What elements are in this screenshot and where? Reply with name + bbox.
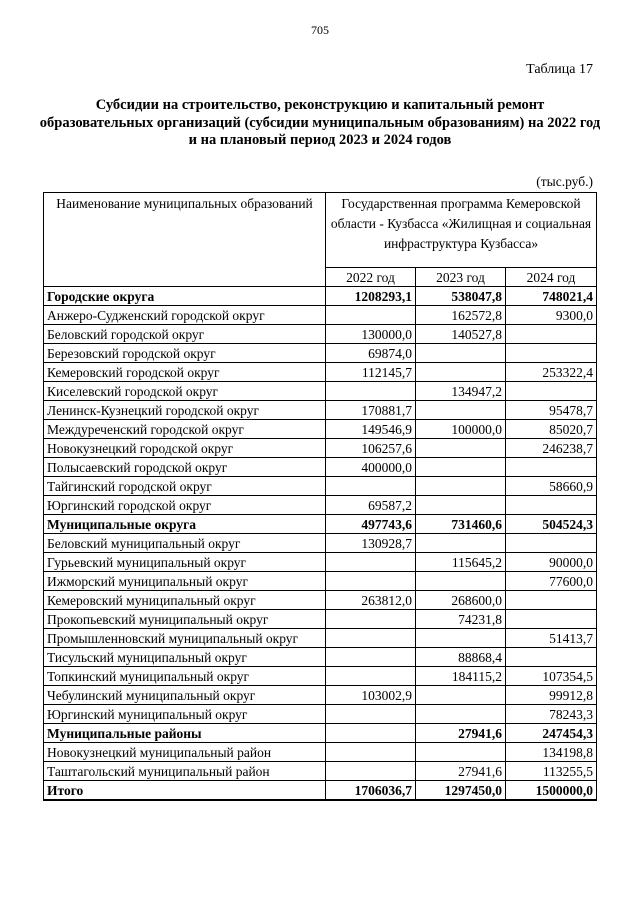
- table-row: [44, 344, 597, 363]
- value-2022-cell: 149546,9: [326, 420, 416, 439]
- header-program: Государственная программа Кемеровской области - Кузбасса «Жилищная и социальная инфраструктура Кузбасса»: [326, 193, 597, 268]
- table-label: Таблица 17: [526, 62, 593, 77]
- row-name-cell: Муниципальные районы: [44, 724, 326, 743]
- value-2023-cell: [416, 477, 506, 496]
- value-2023-cell: [416, 705, 506, 724]
- value-2022-cell: 263812,0: [326, 591, 416, 610]
- value-2024-cell: [506, 591, 597, 610]
- table-row: [44, 667, 597, 686]
- title-line-2: образовательных организаций (субсидии муниципальным образованиям) на 2022 год: [39, 114, 601, 131]
- table-row: [44, 420, 597, 439]
- table-row: [44, 382, 597, 401]
- table-row: [44, 401, 597, 420]
- row-name-cell: Итого: [44, 781, 326, 801]
- row-name-cell: Кемеровский муниципальный округ: [44, 591, 326, 610]
- value-2023-cell: 100000,0: [416, 420, 506, 439]
- value-2024-cell: 113255,5: [506, 762, 597, 781]
- row-name-cell: Тисульский муниципальный округ: [44, 648, 326, 667]
- table-row: [44, 496, 597, 515]
- row-name-cell: Киселевский городской округ: [44, 382, 326, 401]
- row-name-cell: Беловский муниципальный округ: [44, 534, 326, 553]
- value-2024-cell: 107354,5: [506, 667, 597, 686]
- value-2023-cell: [416, 534, 506, 553]
- table-row: [44, 686, 597, 705]
- value-2023-cell: 115645,2: [416, 553, 506, 572]
- header-year-2023: 2023 год: [416, 268, 506, 287]
- row-name-cell: Прокопьевский муниципальный округ: [44, 610, 326, 629]
- table-row: [44, 591, 597, 610]
- table-row: [44, 287, 597, 306]
- value-2023-cell: 538047,8: [416, 287, 506, 306]
- table-row: [44, 762, 597, 781]
- table-row: [44, 610, 597, 629]
- value-2022-cell: [326, 743, 416, 762]
- row-name-cell: Промышленновский муниципальный округ: [44, 629, 326, 648]
- value-2024-cell: [506, 534, 597, 553]
- value-2024-cell: [506, 610, 597, 629]
- page-number: 705: [311, 23, 329, 37]
- row-name-cell: Тайгинский городской округ: [44, 477, 326, 496]
- value-2023-cell: 27941,6: [416, 724, 506, 743]
- value-2022-cell: [326, 648, 416, 667]
- value-2024-cell: 99912,8: [506, 686, 597, 705]
- header-year-2024: 2024 год: [506, 268, 597, 287]
- table-row: [44, 743, 597, 762]
- value-2022-cell: [326, 667, 416, 686]
- value-2023-cell: 134947,2: [416, 382, 506, 401]
- row-name-cell: Муниципальные округа: [44, 515, 326, 534]
- value-2022-cell: [326, 762, 416, 781]
- table-row: [44, 629, 597, 648]
- table-title: [0, 97, 640, 150]
- value-2024-cell: 51413,7: [506, 629, 597, 648]
- row-name-cell: Березовский городской округ: [44, 344, 326, 363]
- row-name-cell: Междуреченский городской округ: [44, 420, 326, 439]
- title-line-3: и на плановый период 2023 и 2024 годов: [188, 132, 452, 148]
- row-name-cell: Юргинский городской округ: [44, 496, 326, 515]
- value-2022-cell: [326, 610, 416, 629]
- title-line-1: Субсидии на строительство, реконструкцию и капитальный ремонт: [95, 97, 545, 113]
- row-name-cell: Полысаевский городской округ: [44, 458, 326, 477]
- row-name-cell: Таштагольский муниципальный район: [44, 762, 326, 781]
- value-2022-cell: [326, 724, 416, 743]
- value-2022-cell: 170881,7: [326, 401, 416, 420]
- table-row: [44, 515, 597, 534]
- header-name: Наименование муниципальных образований: [44, 193, 326, 287]
- value-2023-cell: 74231,8: [416, 610, 506, 629]
- value-2023-cell: 184115,2: [416, 667, 506, 686]
- value-2024-cell: 504524,3: [506, 515, 597, 534]
- value-2024-cell: 748021,4: [506, 287, 597, 306]
- value-2022-cell: 130000,0: [326, 325, 416, 344]
- table-row: [44, 724, 597, 743]
- value-2024-cell: 247454,3: [506, 724, 597, 743]
- row-name-cell: Ленинск-Кузнецкий городской округ: [44, 401, 326, 420]
- value-2024-cell: 253322,4: [506, 363, 597, 382]
- value-2022-cell: [326, 382, 416, 401]
- value-2024-cell: 246238,7: [506, 439, 597, 458]
- row-name-cell: Городские округа: [44, 287, 326, 306]
- value-2022-cell: 103002,9: [326, 686, 416, 705]
- value-2022-cell: 1706036,7: [326, 781, 416, 801]
- value-2022-cell: [326, 477, 416, 496]
- table-row: [44, 439, 597, 458]
- value-2023-cell: [416, 743, 506, 762]
- table-row: [44, 534, 597, 553]
- value-2022-cell: [326, 306, 416, 325]
- row-name-cell: Новокузнецкий городской округ: [44, 439, 326, 458]
- table-row: [44, 306, 597, 325]
- value-2024-cell: 95478,7: [506, 401, 597, 420]
- value-2022-cell: 400000,0: [326, 458, 416, 477]
- value-2023-cell: [416, 686, 506, 705]
- value-2023-cell: 1297450,0: [416, 781, 506, 801]
- value-2024-cell: 58660,9: [506, 477, 597, 496]
- value-2023-cell: [416, 496, 506, 515]
- table-body: [44, 287, 597, 801]
- value-2024-cell: [506, 344, 597, 363]
- value-2023-cell: 88868,4: [416, 648, 506, 667]
- row-name-cell: Ижморский муниципальный округ: [44, 572, 326, 591]
- value-2023-cell: 731460,6: [416, 515, 506, 534]
- value-2024-cell: 90000,0: [506, 553, 597, 572]
- value-2022-cell: 1208293,1: [326, 287, 416, 306]
- row-name-cell: Беловский городской округ: [44, 325, 326, 344]
- value-2024-cell: [506, 458, 597, 477]
- value-2023-cell: 27941,6: [416, 762, 506, 781]
- table-row: [44, 553, 597, 572]
- value-2024-cell: 78243,3: [506, 705, 597, 724]
- value-2022-cell: [326, 629, 416, 648]
- value-2023-cell: [416, 572, 506, 591]
- row-name-cell: Гурьевский муниципальный округ: [44, 553, 326, 572]
- row-name-cell: Юргинский муниципальный округ: [44, 705, 326, 724]
- table-row: [44, 458, 597, 477]
- value-2022-cell: 69587,2: [326, 496, 416, 515]
- table-row: [44, 325, 597, 344]
- row-name-cell: Новокузнецкий муниципальный район: [44, 743, 326, 762]
- value-2023-cell: 162572,8: [416, 306, 506, 325]
- value-2023-cell: [416, 401, 506, 420]
- table-row: [44, 705, 597, 724]
- value-2023-cell: 268600,0: [416, 591, 506, 610]
- value-2024-cell: 85020,7: [506, 420, 597, 439]
- value-2022-cell: [326, 705, 416, 724]
- row-name-cell: Чебулинский муниципальный округ: [44, 686, 326, 705]
- table-row: [44, 648, 597, 667]
- table-row: [44, 477, 597, 496]
- value-2024-cell: 134198,8: [506, 743, 597, 762]
- value-2023-cell: [416, 344, 506, 363]
- table-row: [44, 363, 597, 382]
- value-2023-cell: [416, 439, 506, 458]
- row-name-cell: Анжеро-Судженский городской округ: [44, 306, 326, 325]
- value-2022-cell: 497743,6: [326, 515, 416, 534]
- row-name-cell: Топкинский муниципальный округ: [44, 667, 326, 686]
- value-2024-cell: 77600,0: [506, 572, 597, 591]
- header-year-2022: 2022 год: [326, 268, 416, 287]
- value-2024-cell: 1500000,0: [506, 781, 597, 801]
- value-2024-cell: [506, 496, 597, 515]
- row-name-cell: Кемеровский городской округ: [44, 363, 326, 382]
- table-row: [44, 781, 597, 801]
- value-2024-cell: 9300,0: [506, 306, 597, 325]
- value-2022-cell: [326, 572, 416, 591]
- value-2024-cell: [506, 325, 597, 344]
- value-2023-cell: [416, 629, 506, 648]
- value-2022-cell: 106257,6: [326, 439, 416, 458]
- value-2023-cell: 140527,8: [416, 325, 506, 344]
- value-2024-cell: [506, 648, 597, 667]
- table-row: [44, 572, 597, 591]
- value-2022-cell: 69874,0: [326, 344, 416, 363]
- value-2022-cell: 130928,7: [326, 534, 416, 553]
- value-2023-cell: [416, 363, 506, 382]
- unit-label: (тыс.руб.): [536, 174, 593, 189]
- subsidy-table: [43, 192, 597, 801]
- value-2022-cell: [326, 553, 416, 572]
- value-2024-cell: [506, 382, 597, 401]
- value-2022-cell: 112145,7: [326, 363, 416, 382]
- value-2023-cell: [416, 458, 506, 477]
